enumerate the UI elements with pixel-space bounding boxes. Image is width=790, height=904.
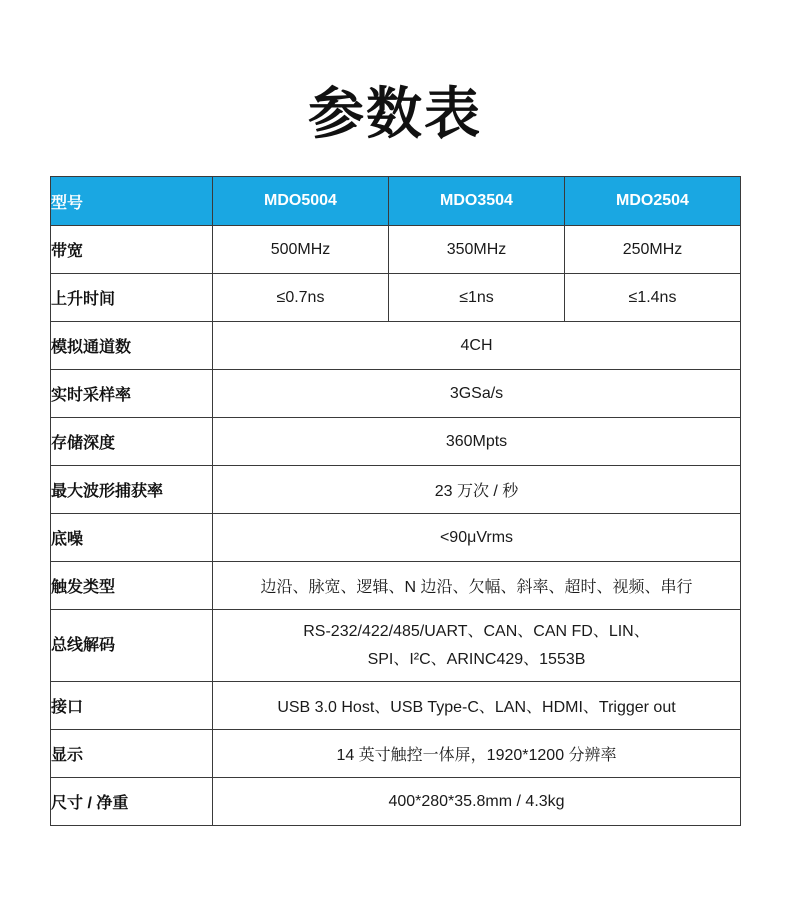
row-value: ≤1ns bbox=[389, 274, 565, 322]
row-label: 存储深度 bbox=[51, 418, 213, 466]
row-value: USB 3.0 Host、USB Type-C、LAN、HDMI、Trigger out bbox=[213, 682, 741, 730]
row-label: 底噪 bbox=[51, 514, 213, 562]
row-label: 模拟通道数 bbox=[51, 322, 213, 370]
row-label: 显示 bbox=[51, 730, 213, 778]
header-model-3: MDO2504 bbox=[565, 177, 741, 226]
bus-decode-line-2: SPI、I²C、ARINC429、1553B bbox=[367, 650, 586, 668]
row-label: 接口 bbox=[51, 682, 213, 730]
row-value: 400*280*35.8mm / 4.3kg bbox=[213, 778, 741, 826]
row-label: 触发类型 bbox=[51, 562, 213, 610]
table-row-noise-floor bbox=[51, 514, 741, 562]
row-label: 带宽 bbox=[51, 226, 213, 274]
header-model-1: MDO5004 bbox=[213, 177, 389, 226]
header-model-label: 型号 bbox=[51, 177, 213, 226]
table-row-size-weight bbox=[51, 778, 741, 826]
row-value: 23 万次 / 秒 bbox=[213, 466, 741, 514]
table-row-channels bbox=[51, 322, 741, 370]
table-row-bandwidth bbox=[51, 226, 741, 274]
row-value: 14 英寸触控一体屏，1920*1200 分辨率 bbox=[213, 730, 741, 778]
table-row-sample-rate bbox=[51, 370, 741, 418]
bus-decode-line-1: RS-232/422/485/UART、CAN、CAN FD、LIN、 bbox=[303, 622, 650, 640]
row-label: 最大波形捕获率 bbox=[51, 466, 213, 514]
row-value: 边沿、脉宽、逻辑、N 边沿、欠幅、斜率、超时、视频、串行 bbox=[213, 562, 741, 610]
table-row-bus-decode bbox=[51, 610, 741, 682]
table-row-interfaces bbox=[51, 682, 741, 730]
row-value: ≤1.4ns bbox=[565, 274, 741, 322]
row-label: 尺寸 / 净重 bbox=[51, 778, 213, 826]
row-label: 上升时间 bbox=[51, 274, 213, 322]
table-row-trigger-types bbox=[51, 562, 741, 610]
row-value bbox=[213, 610, 741, 682]
row-label: 总线解码 bbox=[51, 610, 213, 682]
table-row-waveform-capture bbox=[51, 466, 741, 514]
row-value: 350MHz bbox=[389, 226, 565, 274]
row-value: 500MHz bbox=[213, 226, 389, 274]
table-row-rise-time bbox=[51, 274, 741, 322]
table-row-memory-depth bbox=[51, 418, 741, 466]
row-value: 3GSa/s bbox=[213, 370, 741, 418]
row-value: 360Mpts bbox=[213, 418, 741, 466]
table-header-row bbox=[51, 177, 741, 226]
row-value: ≤0.7ns bbox=[213, 274, 389, 322]
table-row-display bbox=[51, 730, 741, 778]
header-model-2: MDO3504 bbox=[389, 177, 565, 226]
row-label: 实时采样率 bbox=[51, 370, 213, 418]
spec-table bbox=[50, 176, 741, 826]
page-title: 参数表 bbox=[308, 82, 482, 147]
row-value: 250MHz bbox=[565, 226, 741, 274]
row-value: 4CH bbox=[213, 322, 741, 370]
row-value: <90μVrms bbox=[213, 514, 741, 562]
